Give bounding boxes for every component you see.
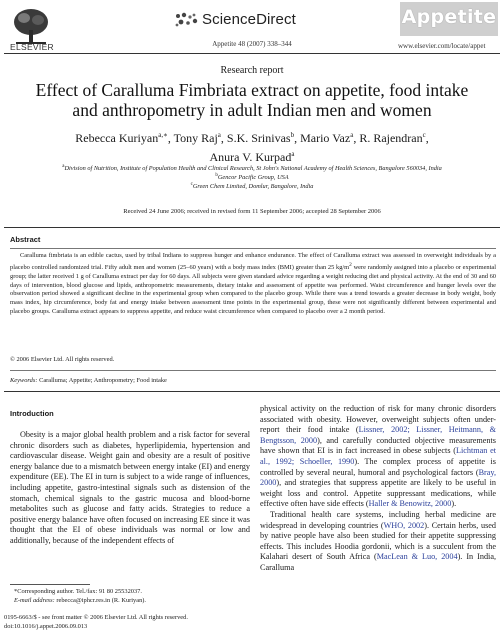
author-name[interactable]: , Tony Raj bbox=[167, 131, 218, 145]
text-run: physical activity on the reduction of risk for many chronic disorders associated with obesity. However, overweight subjects often under-report their food intake ( bbox=[260, 404, 496, 435]
affiliation-sup: c bbox=[190, 182, 193, 187]
footnote-text: Corresponding author. Tel./fax: 91 80 25532037. bbox=[17, 588, 142, 595]
author-list bbox=[30, 127, 474, 165]
citation-link[interactable]: Haller & Benowitz, 2000 bbox=[368, 499, 452, 509]
affiliation-sup: b bbox=[215, 173, 218, 178]
text-run: ), and carefully conducted objective measurements have shown that EI is in fact increased in obese subjects ( bbox=[260, 435, 496, 456]
author-name[interactable]: , Mario Vaz bbox=[294, 131, 351, 145]
publisher-name: ELSEVIER bbox=[10, 42, 54, 52]
text-run: ). Certain herbs, used by native people have also been studied for their appetite suppressing effects. This includes Hoodia gordonii, which is a succulent from the Kalahari desert of South Africa ( bbox=[260, 520, 496, 562]
affiliation bbox=[10, 181, 494, 192]
journal-url[interactable]: www.elsevier.com/locate/appet bbox=[398, 42, 486, 50]
text-run: ). In India, Caralluma bbox=[260, 552, 496, 572]
right-column-text bbox=[260, 404, 496, 574]
author-sup: a bbox=[350, 131, 354, 139]
keywords-rule bbox=[10, 370, 496, 371]
received-dates: Received 24 June 2006; received in revised form 11 September 2006; accepted 28 September 2006 bbox=[123, 208, 381, 215]
author-name[interactable]: Rebecca Kuriyan bbox=[75, 131, 159, 145]
author-name[interactable]: Anura V. Kurpad bbox=[209, 150, 292, 164]
sciencedirect-logo bbox=[174, 10, 354, 30]
citation-link[interactable]: Bray, 2000 bbox=[260, 467, 496, 488]
abstract-sup: 2 bbox=[349, 261, 352, 268]
affiliation-sup: a bbox=[62, 164, 65, 169]
citation-link[interactable]: Lissner, 2002; Lissner, Heitmann, & Bengtsson, 2000 bbox=[260, 425, 497, 445]
affiliation-text: Gencor Pacific Group, USA bbox=[217, 174, 289, 182]
body-top-rule bbox=[4, 391, 500, 392]
footnote-corresponding bbox=[14, 588, 142, 597]
email-address[interactable]: rebecca@iphcr.res.in (R. Kuriyan). bbox=[54, 597, 147, 604]
abstract-text bbox=[10, 252, 496, 317]
citation-link[interactable]: MacLean & Luo, 2004 bbox=[376, 552, 458, 562]
keywords bbox=[10, 377, 167, 384]
citation-link[interactable]: Lichtman et al., 1992; Schoeller, 1990 bbox=[260, 446, 496, 466]
sciencedirect-dots-icon bbox=[174, 12, 200, 28]
article-title: Effect of Caralluma Fimbriata extract on appetite, food intake and anthropometry in adult Indian men and women bbox=[35, 80, 469, 120]
text-run: ). bbox=[451, 499, 457, 509]
abstract-top-rule bbox=[4, 227, 500, 228]
keywords-list: Caralluma; Appetite; Anthropometry; Food intake bbox=[37, 377, 167, 384]
email-label: E-mail address: bbox=[14, 597, 55, 604]
author-sup: a bbox=[291, 150, 295, 158]
issn-line: 0195-6663/$ - see front matter © 2006 Elsevier Ltd. All rights reserved. bbox=[4, 614, 188, 621]
abstract-text-part: Caralluma fimbriata is an edible cactus, used by tribal Indians to suppress hunger and enhance endurance. The effect of Caralluma extract was assessed in overweight individuals by a placebo controlled randomized trial. Fifty adult men and women (25–60 years) with a body mass index (BMI) greater than 25 kg/m bbox=[10, 252, 496, 271]
doi-line[interactable]: doi:10.1016/j.appet.2006.09.013 bbox=[4, 623, 88, 630]
affiliation-text: Green Chem Limited, Domlur, Bangalore, India bbox=[192, 183, 314, 191]
paragraph bbox=[260, 404, 496, 510]
platform-name: ScienceDirect bbox=[202, 11, 296, 28]
footnote-rule bbox=[10, 584, 90, 585]
citation-link[interactable]: WHO, 2002 bbox=[383, 520, 425, 530]
keywords-label: Keywords: bbox=[10, 377, 38, 384]
author-name[interactable]: , R. Rajendran bbox=[353, 131, 423, 145]
abstract-heading: Abstract bbox=[10, 235, 41, 244]
journal-logo-text: Appetite bbox=[401, 6, 497, 28]
abstract-rule bbox=[10, 248, 496, 249]
author-separator: , bbox=[425, 131, 429, 145]
header-rule bbox=[4, 53, 500, 54]
author-sup: c bbox=[422, 131, 426, 139]
section-heading-introduction: Introduction bbox=[10, 409, 54, 418]
journal-logo bbox=[400, 2, 498, 36]
author-sup: b bbox=[290, 131, 295, 139]
footnote-email bbox=[14, 597, 146, 606]
affiliation-text: Division of Nutrition, Institute of Population Health and Clinical Research, St John's National Academy of Health Sciences, Bangalore 560034, India bbox=[64, 165, 442, 173]
left-column-text: Obesity is a major global health problem and a risk factor for several chronic disorders such as diabetes, hyperlipidemia, hypertension and cardiovascular disease. Weight gain and obesity are a result of positive energy balance due to a mismatch between energy intake (EI) and energy expenditure (EE). The EI in turn is subject to a wide range of influences, including appetite, gastro-intestinal signals such as distension of the stomach, chemical signals to the gastric mucosa and blood-borne metabolites such as glucose and fatty acids. Strategies to reduce a positive energy balance have often focused on increasing EE since it was thought that the EI of obese individuals was normal or low and additionally, because of the independent effects of bbox=[10, 430, 250, 545]
journal-citation: Appetite 48 (2007) 338–344 bbox=[212, 40, 292, 48]
text-run: ). The complex process of appetite is controlled by several neural, humoral and psychological factors ( bbox=[260, 456, 496, 477]
text-run: Traditional health care systems, including herbal medicine are widespread in developing countries ( bbox=[260, 509, 496, 530]
abstract-copyright: © 2006 Elsevier Ltd. All rights reserved. bbox=[10, 356, 115, 363]
author-sup: a bbox=[217, 131, 221, 139]
text-run: ), and strategies that suppress appetite are likely to be useful in weight loss and control. Appetite suppressant medications, while effective often have side effects ( bbox=[260, 478, 496, 509]
abstract-text-part: were randomly assigned into a placebo or experimental group; the latter received 1 g of Caralluma extract per day for 60 days. All subjects were given standard advice regarding a weight reducing diet and physical activity. At the end of 30 and 60 days of intervention, blood glucose and lipids, anthropometric measurements, dietary intake and assessment of appetite was performed. Waist circumference and hunger levels over the observation period showed a significant decline in the experimental group when compared to the placebo group. While there was a trend towards a greater decrease in body weight, body mass index, hip circumference, body fat and energy intake between assessment time points in the experimental group, these were not significantly different between experimental and placebo groups. Caralluma extract appears to suppress appetite, and reduce waist circumference when compared to placebo over a 2 month period. bbox=[10, 263, 496, 315]
author-sup: a,∗ bbox=[158, 131, 168, 139]
author-name[interactable]: , S.K. Srinivas bbox=[220, 131, 291, 145]
article-type: Research report bbox=[220, 65, 284, 76]
paragraph bbox=[260, 510, 496, 574]
footnote-star: * bbox=[14, 588, 18, 595]
